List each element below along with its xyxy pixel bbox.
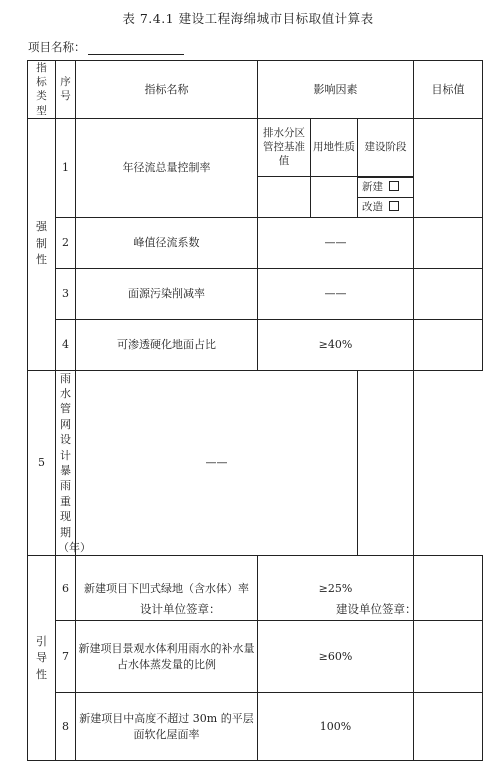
page-title: 表 7.4.1 建设工程海绵城市目标取值计算表: [122, 11, 374, 26]
row-name: 年径流总量控制率: [76, 118, 258, 217]
target-cell: [414, 118, 483, 217]
row-name: 新建项目景观水体利用雨水的补水量占水体蒸发量的比例: [76, 621, 258, 693]
row-factor: ≥60%: [258, 621, 414, 693]
group-guiding: 引导性: [28, 556, 56, 761]
table-row: [28, 217, 483, 268]
row-seq: 8: [56, 693, 76, 761]
row-seq: 2: [56, 217, 76, 268]
target-cell: [414, 693, 483, 761]
row-name: 雨水管网设计暴雨重现期（年）: [56, 370, 76, 556]
header-target: 目标值: [414, 61, 483, 119]
row-name: 可渗透硬化地面占比: [76, 319, 258, 370]
stage-new-option[interactable]: 新建: [358, 177, 414, 197]
row-seq: 1: [56, 118, 76, 217]
project-name-blank: [88, 42, 184, 55]
new-checkbox[interactable]: [389, 181, 399, 191]
factor-baseline-value: [258, 176, 311, 217]
target-value-table: [27, 60, 483, 761]
row-factor: ——: [76, 370, 358, 556]
row-factor: ≥25%: [258, 556, 414, 621]
target-cell: [414, 556, 483, 621]
target-cell: [414, 268, 483, 319]
table-row: [28, 268, 483, 319]
row-name: 面源污染削减率: [76, 268, 258, 319]
header-seq: 序号: [56, 61, 76, 119]
design-unit-signature: 设计单位签章：: [140, 602, 221, 616]
table-row: [28, 118, 483, 176]
factor-landuse-header: 用地性质: [311, 118, 358, 176]
row-name: 新建项目中高度不超过 30m 的平层面软化屋面率: [76, 693, 258, 761]
row-factor: ——: [258, 268, 414, 319]
row-name: 新建项目下凹式绿地（含水体）率: [76, 556, 258, 621]
row-factor: 100%: [258, 693, 414, 761]
header-factors: 影响因素: [258, 61, 414, 119]
header-name: 指标名称: [76, 61, 258, 119]
row-factor: ≥40%: [258, 319, 414, 370]
project-name-field: [28, 39, 184, 55]
table-row: [28, 370, 483, 556]
table-row: [28, 621, 483, 693]
row-name: 峰值径流系数: [76, 217, 258, 268]
row-seq: 5: [28, 370, 56, 556]
row-seq: 4: [56, 319, 76, 370]
factor-landuse-value: [311, 176, 358, 217]
header-row: [28, 61, 483, 119]
table-row: [28, 319, 483, 370]
group-mandatory: 强制性: [28, 118, 56, 370]
row-seq: 7: [56, 621, 76, 693]
target-cell: [414, 319, 483, 370]
factor-baseline-header: 排水分区管控基准值: [258, 118, 311, 176]
row-factor: ——: [258, 217, 414, 268]
build-unit-signature: 建设单位签章：: [336, 602, 417, 616]
stage-rebuild-option[interactable]: 改造: [358, 197, 414, 217]
factor-stage-header: 建设阶段: [358, 118, 414, 176]
target-cell: [358, 370, 414, 556]
target-cell: [414, 217, 483, 268]
row-seq: 3: [56, 268, 76, 319]
project-name-label: 项目名称：: [28, 40, 86, 54]
row-seq: 6: [56, 556, 76, 621]
target-cell: [414, 621, 483, 693]
table-row: [28, 693, 483, 761]
header-type: 指标类型: [28, 61, 56, 119]
rebuild-checkbox[interactable]: [389, 201, 399, 211]
